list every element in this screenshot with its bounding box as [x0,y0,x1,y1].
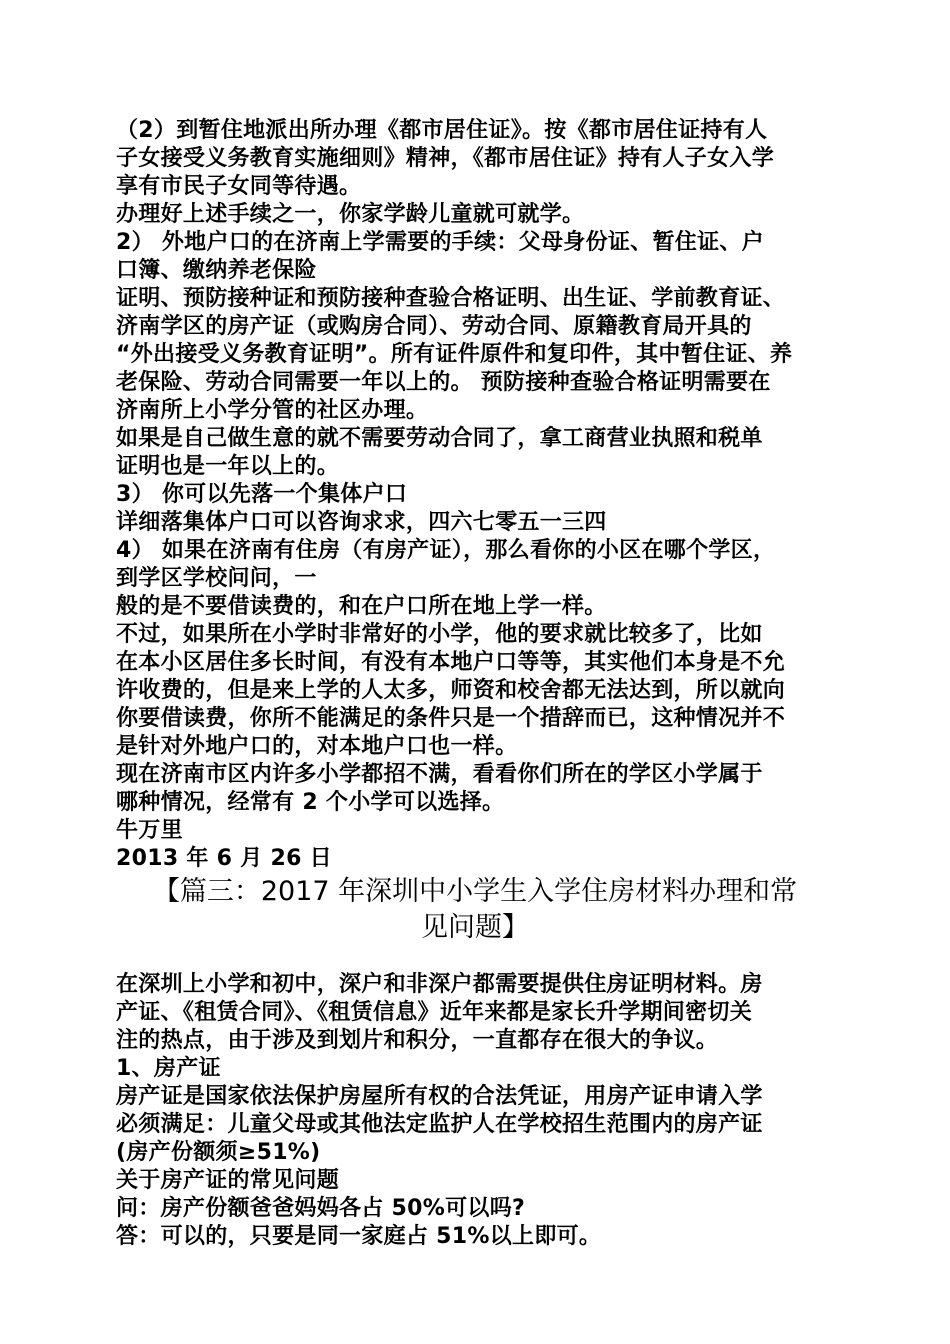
text-line: 口簿、缴纳养老保险 [116,258,317,283]
text-line: 4） 如果在济南有住房（有房产证），那么看你的小区在哪个学区， [116,538,776,563]
text-line: 详细落集体户口可以咨询求求，四六七零五一三四 [116,510,607,535]
text-line: 般的是不要借读费的，和在户口所在地上学一样。 [116,594,607,619]
text-line: “外出接受义务教育证明”。所有证件原件和复印件，其中暂住证、养 [116,342,793,367]
text-line: 在深圳上小学和初中，深户和非深户都需要提供住房证明材料。房 [116,972,763,997]
text-line: 产证、《租赁合同》、《租赁信息》近年来都是家长升学期间密切关 [116,1000,753,1025]
text-line: 不过，如果所在小学时非常好的小学，他的要求就比较多了，比如 [116,622,763,647]
text-line: 证明也是一年以上的。 [116,454,340,479]
subheading-line: 1、房产证 [116,1056,221,1081]
answer-line: 答：可以的，只要是同一家庭占 51%以上即可。 [116,1224,602,1249]
text-line: 必须满足：儿童父母或其他法定监护人在学校招生范围内的房产证 [116,1112,763,1137]
text-line: 到学区学校问问，一 [116,566,317,591]
text-line: 是针对外地户口的，对本地户口也一样。 [116,734,518,759]
question-line: 问：房产份额爸爸妈妈各占 50%可以吗? [116,1196,526,1221]
text-line: 济南所上小学分管的社区办理。 [116,398,429,423]
text-line: 2） 外地户口的在济南上学需要的手续：父母身份证、暂住证、户 [116,230,764,255]
text-line: 享有市民子女同等待遇。 [116,174,362,199]
text-line: 在本小区居住多长时间，有没有本地户口等等，其实他们本身是不允 [116,650,786,675]
text-line: (房产份额须≥51%) [116,1140,321,1165]
text-line: 许收费的，但是来上学的人太多，师资和校舍都无法达到，所以就向 [116,678,786,703]
text-line: 如果是自己做生意的就不需要劳动合同了，拿工商营业执照和税单 [116,426,763,451]
text-line: 你要借读费，你所不能满足的条件只是一个措辞而已，这种情况并不 [116,706,786,731]
text-line: 3） 你可以先落一个集体户口 [116,482,408,507]
text-line: 现在济南市区内许多小学都招不满，看看你们所在的学区小学属于 [116,762,763,787]
heading-line: 【篇三：2017 年深圳中小学生入学住房材料办理和常 [152,876,798,907]
author-line: 牛万里 [116,818,183,843]
text-line: 房产证是国家依法保护房屋所有权的合法凭证，用房产证申请入学 [116,1084,763,1109]
text-line: 老保险、劳动合同需要一年以上的。 预防接种查验合格证明需要在 [116,370,771,395]
text-line: 子女接受义务教育实施细则》精神，《都市居住证》持有人子女入学 [116,146,775,171]
text-line: 办理好上述手续之一，你家学龄儿童就可就学。 [116,202,585,227]
text-line: 注的热点，由于涉及到划片和积分，一直都存在很大的争议。 [116,1028,719,1053]
heading-line: 见问题】 [421,912,529,943]
date-line: 2013 年 6 月 26 日 [116,846,332,871]
text-line: 关于房产证的常见问题 [116,1168,340,1193]
text-line: 哪种情况，经常有 2 个小学可以选择。 [116,790,505,815]
text-line: 济南学区的房产证（或购房合同）、劳动合同、原籍教育局开具的 [116,314,752,339]
text-line: （2）到暂住地派出所办理《都市居住证》。按《都市居住证持有人 [116,118,768,143]
text-line: 证明、预防接种证和预防接种查验合格证明、出生证、学前教育证、 [116,286,786,311]
